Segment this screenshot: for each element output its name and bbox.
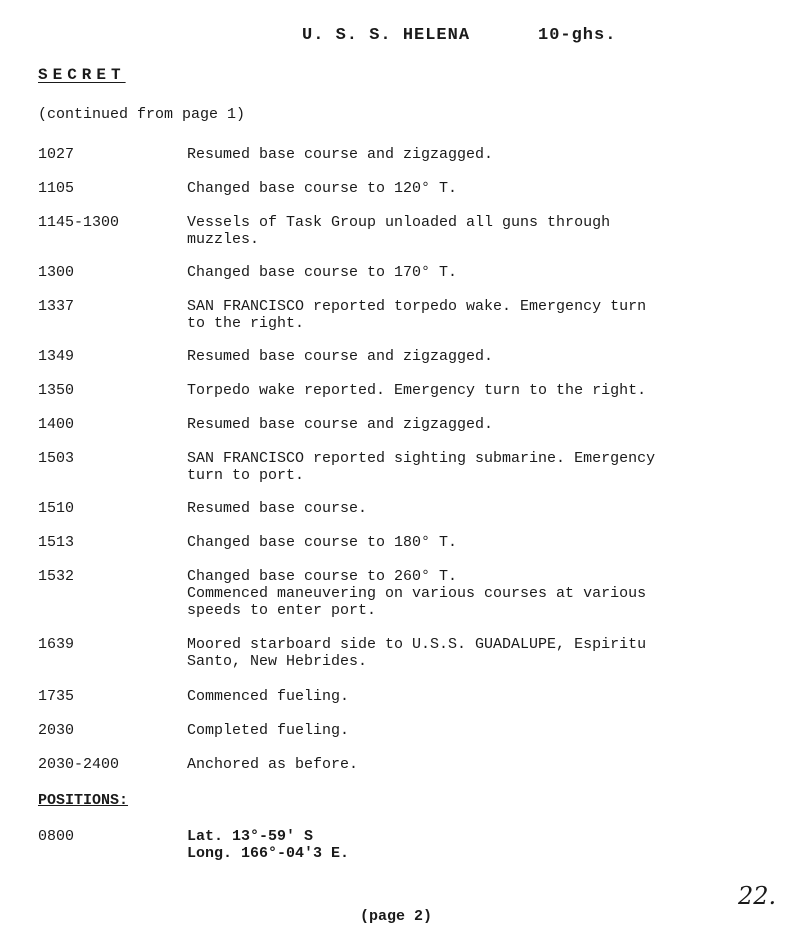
- position-coordinates: Lat. 13°-59' S Long. 166°-04'3 E.: [187, 828, 350, 862]
- reference-code: 10-ghs.: [538, 26, 617, 45]
- positions-label: POSITIONS:: [38, 792, 129, 809]
- log-entry: [38, 180, 778, 197]
- entry-time: 1400: [38, 416, 75, 433]
- entry-time: 1513: [38, 534, 75, 551]
- entry-text: Anchored as before.: [187, 756, 359, 773]
- log-entry: [38, 416, 778, 433]
- entry-text: Moored starboard side to U.S.S. GUADALUPE, Espiritu Santo, New Hebrides.: [187, 636, 647, 670]
- log-entry: [38, 756, 778, 773]
- entry-text: Changed base course to 260° T. Commenced maneuvering on various courses at various speeds to enter port.: [187, 568, 647, 619]
- entry-text: Resumed base course and zigzagged.: [187, 146, 494, 163]
- entry-text: Changed base course to 170° T.: [187, 264, 458, 281]
- entry-time: 1639: [38, 636, 75, 653]
- entry-text: SAN FRANCISCO reported sighting submarine. Emergency turn to port.: [187, 450, 656, 484]
- classification-label: SECRET: [38, 66, 126, 84]
- entry-time: 1735: [38, 688, 75, 705]
- entry-text: Commenced fueling.: [187, 688, 350, 705]
- entry-time: 1027: [38, 146, 75, 163]
- entry-time: 1350: [38, 382, 75, 399]
- position-entry: [38, 828, 778, 862]
- entry-time: 2030-2400: [38, 756, 120, 773]
- log-entry: [38, 264, 778, 281]
- log-entry: [38, 636, 778, 670]
- entry-text: Changed base course to 120° T.: [187, 180, 458, 197]
- log-entry: [38, 568, 778, 619]
- entry-text: Torpedo wake reported. Emergency turn to the right.: [187, 382, 647, 399]
- entry-text: Vessels of Task Group unloaded all guns through muzzles.: [187, 214, 611, 248]
- continued-note: (continued from page 1): [38, 106, 246, 123]
- log-entry: [38, 688, 778, 705]
- log-entry: [38, 450, 778, 484]
- entry-time: 1105: [38, 180, 75, 197]
- log-entry: [38, 500, 778, 517]
- entry-time: 1510: [38, 500, 75, 517]
- entry-text: Resumed base course and zigzagged.: [187, 416, 494, 433]
- entry-time: 1145-1300: [38, 214, 120, 231]
- entry-time: 1349: [38, 348, 75, 365]
- entry-time: 2030: [38, 722, 75, 739]
- log-entry: [38, 722, 778, 739]
- handwritten-page-number: 22.: [738, 882, 777, 910]
- entry-time: 1337: [38, 298, 75, 315]
- entry-time: 1532: [38, 568, 75, 585]
- log-entry: [38, 348, 778, 365]
- entry-text: SAN FRANCISCO reported torpedo wake. Emergency turn to the right.: [187, 298, 647, 332]
- log-entry: [38, 298, 778, 332]
- entry-time: 1503: [38, 450, 75, 467]
- entry-text: Changed base course to 180° T.: [187, 534, 458, 551]
- ship-name: U. S. S. HELENA: [302, 26, 471, 45]
- log-entry: [38, 534, 778, 551]
- log-entry: [38, 382, 778, 399]
- log-entry: [38, 214, 778, 248]
- entry-text: Resumed base course.: [187, 500, 368, 517]
- position-time: 0800: [38, 828, 75, 845]
- entry-text: Resumed base course and zigzagged.: [187, 348, 494, 365]
- page-footer: (page 2): [360, 908, 433, 925]
- entry-text: Completed fueling.: [187, 722, 350, 739]
- log-entry: [38, 146, 778, 163]
- entry-time: 1300: [38, 264, 75, 281]
